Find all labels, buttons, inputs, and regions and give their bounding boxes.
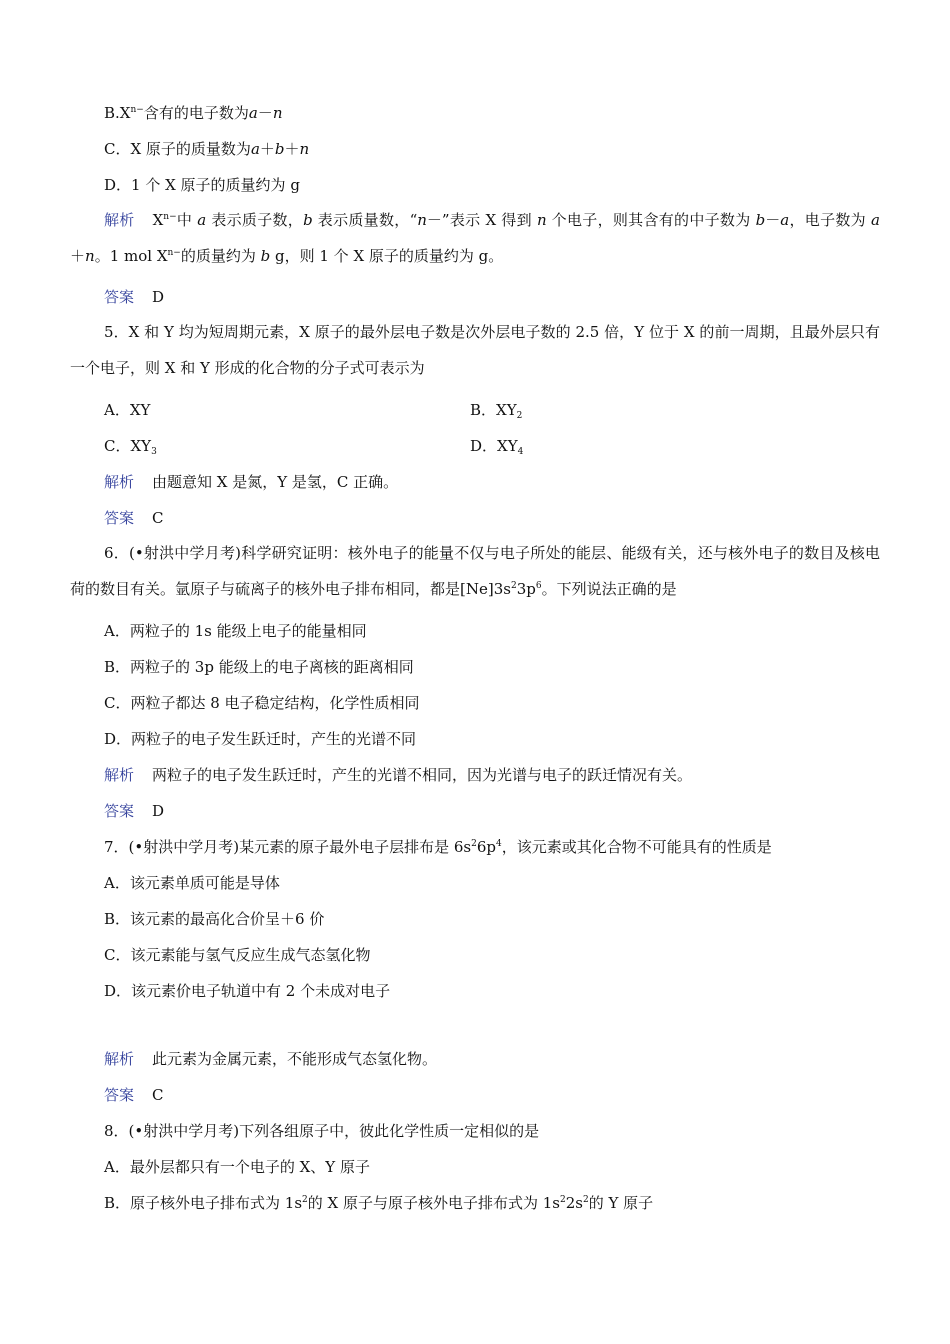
- q7-option-c: C．该元素能与氢气反应生成气态氢化物: [104, 946, 371, 964]
- q5-analysis: 解析 由题意知 X 是氮，Y 是氢，C 正确。: [104, 473, 399, 491]
- analysis-tag: 解析: [104, 473, 135, 491]
- q8-stem: 8．(•射洪中学月考)下列各组原子中，彼此化学性质一定相似的是: [104, 1122, 540, 1140]
- analysis-tag: 解析: [104, 1050, 135, 1068]
- q4-option-b: $B.X^{n-}$含有的电子数为a－n: [104, 104, 283, 122]
- answer-tag: 答案: [104, 1086, 135, 1104]
- q6-answer: 答案 D: [104, 802, 165, 820]
- q4-answer: 答案 D: [104, 288, 165, 306]
- q5-answer: 答案 C: [104, 509, 164, 527]
- q6-analysis: 解析 两粒子的电子发生跃迁时，产生的光谱不相同，因为光谱与电子的跃迁情况有关。: [104, 766, 693, 784]
- q5-option-b: B．$XY_2$: [470, 401, 523, 421]
- q7-answer: 答案 C: [104, 1086, 164, 1104]
- q4-option-d: D．1 个 X 原子的质量约为 g: [104, 176, 300, 194]
- q5-option-d: D．$XY_4$: [470, 437, 524, 457]
- answer-tag: 答案: [104, 288, 135, 306]
- q5-option-c: C．$XY_3$: [104, 437, 157, 457]
- q8-option-b: B．原子核外电子排布式为 $1s^2$的 X 原子与原子核外电子排布式为 $1s^22s^2$的 Y 原子: [104, 1194, 654, 1212]
- q7-option-d: D．该元素价电子轨道中有 2 个未成对电子: [104, 982, 391, 1000]
- q5-option-a: A．XY: [104, 401, 151, 419]
- q5-stem: 5．X 和 Y 均为短周期元素，X 原子的最外层电子数是次外层电子数的 2.5 倍，Y 位于 X 的前一周期，且最外层只有一个电子，则 X 和 Y 形成的化合物的分子式可表示为: [70, 323, 880, 377]
- q6-option-c: C．两粒子都达 8 电子稳定结构，化学性质相同: [104, 694, 420, 712]
- q4-analysis: 解析 $X^{n-}$中 a 表示质子数，b 表示质量数，“n－”表示 X 得到 n 个电子，则其含有的中子数为 b－a，电子数为 a＋n。1 mol $X^{n-}$的质量约为 b g，则 1 个 X 原子的质量约为 g。: [70, 211, 880, 265]
- q8-option-a: A．最外层都只有一个电子的 X、Y 原子: [104, 1158, 370, 1176]
- q7-analysis: 解析 此元素为金属元素，不能形成气态氢化物。: [104, 1050, 438, 1068]
- q4-option-c: C．X 原子的质量数为a＋b＋n: [104, 140, 310, 158]
- q6-option-b: B．两粒子的 3p 能级上的电子离核的距离相同: [104, 658, 414, 676]
- answer-tag: 答案: [104, 509, 135, 527]
- q6-option-d: D．两粒子的电子发生跃迁时，产生的光谱不同: [104, 730, 417, 748]
- q6-option-a: A．两粒子的 1s 能级上电子的能量相同: [104, 622, 367, 640]
- q6-stem: 6．(•射洪中学月考)科学研究证明：核外电子的能量不仅与电子所处的能层、能级有关，还与核外电子的数目及核电荷的数目有关。氩原子与硫离子的核外电子排布相同，都是$[Ne]3s^23p^6$。下列说法正确的是: [70, 544, 880, 598]
- q7-option-b: B．该元素的最高化合价呈＋6 价: [104, 910, 325, 928]
- analysis-tag: 解析: [104, 211, 135, 229]
- analysis-tag: 解析: [104, 766, 135, 784]
- answer-tag: 答案: [104, 802, 135, 820]
- q7-stem: 7．(•射洪中学月考)某元素的原子最外电子层排布是 $6s^26p^4$，该元素或其化合物不可能具有的性质是: [104, 838, 772, 856]
- q7-option-a: A．该元素单质可能是导体: [104, 874, 280, 892]
